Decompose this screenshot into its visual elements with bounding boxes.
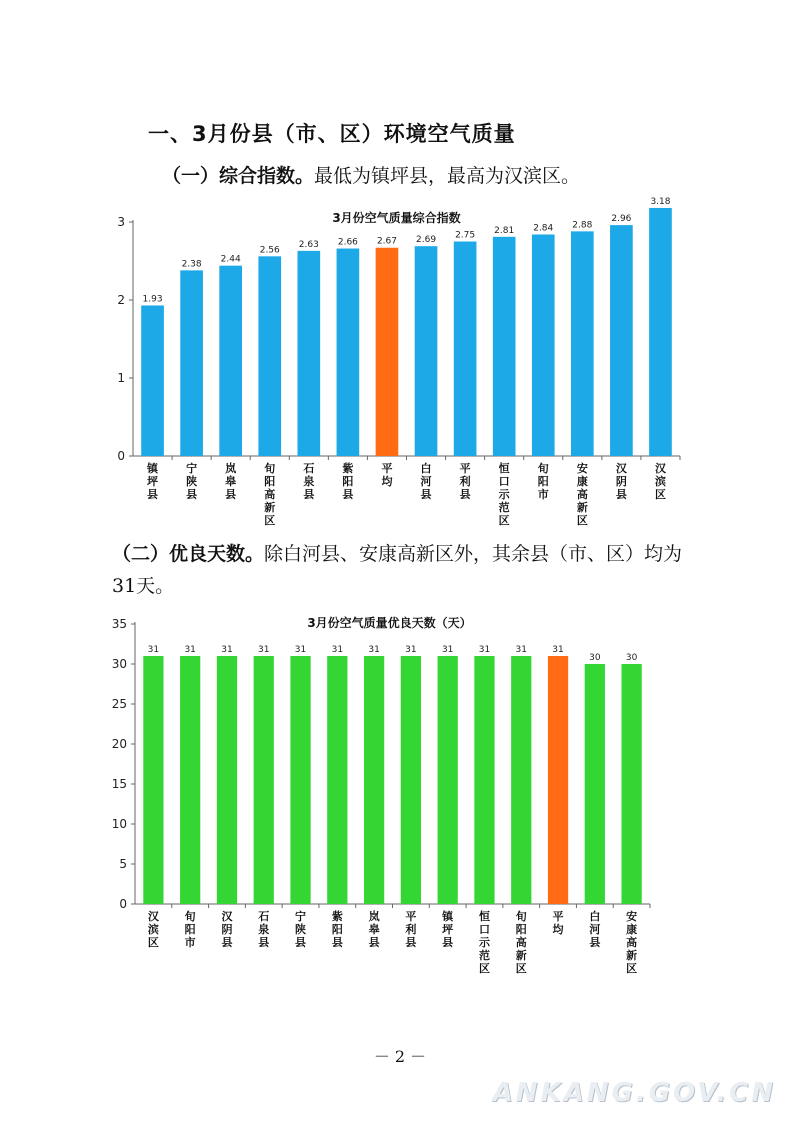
x-tick-label: 紫阳县 (331, 910, 343, 949)
x-tick-label: 平均 (552, 910, 564, 936)
bar (327, 656, 347, 904)
y-tick-label: 1 (117, 371, 125, 385)
x-tick-label: 石泉县 (303, 462, 315, 501)
bar-value-label: 2.67 (376, 236, 397, 247)
bar-value-label: 2.69 (416, 235, 437, 246)
bar-value-label: 31 (258, 645, 270, 655)
bar-value-label: 31 (294, 645, 307, 655)
bar-value-label: 31 (331, 645, 344, 655)
x-tick-label: 安康高新区 (576, 462, 588, 527)
bar-value-label: 31 (221, 645, 233, 655)
chart-title: 3月份空气质量综合指数 (332, 211, 461, 225)
x-tick-label: 汉阴县 (615, 462, 627, 501)
bar (254, 656, 274, 904)
bar-value-label: 31 (552, 645, 564, 655)
y-tick-label: 30 (111, 657, 127, 671)
y-tick-label: 5 (119, 857, 127, 871)
x-tick-label: 宁陕县 (186, 462, 198, 501)
bar-value-label: 31 (184, 645, 196, 655)
bar-value-label: 31 (405, 645, 417, 655)
x-tick-label: 岚皋县 (225, 462, 237, 501)
x-tick-label: 宁陕县 (295, 910, 307, 949)
x-tick-label: 平利县 (405, 910, 417, 949)
x-tick-label: 旬阳市 (184, 910, 196, 949)
bar-value-label: 2.63 (298, 239, 319, 250)
bar (143, 656, 163, 904)
bar-value-label: 2.75 (455, 230, 476, 241)
x-tick-label: 岚皋县 (368, 910, 380, 949)
bar-value-label: 31 (368, 645, 380, 655)
x-tick-label: 恒口示范区 (478, 910, 490, 975)
bar-value-label: 31 (478, 645, 491, 655)
site-watermark: ANKANG.GOV.CN (492, 1078, 776, 1108)
bar (401, 656, 421, 904)
bar-value-label: 2.44 (220, 254, 241, 265)
paragraph-text: 除白河县、安康高新区外，其余县（市、区）均为 31天。 (112, 543, 683, 597)
bar (290, 656, 310, 904)
bar-value-label: 2.84 (533, 223, 554, 234)
x-tick-label: 汉滨区 (654, 462, 666, 501)
bar-value-label: 30 (625, 653, 638, 663)
bar-value-label: 31 (515, 645, 527, 655)
bar (438, 656, 458, 904)
bar (585, 664, 605, 904)
x-tick-label: 旬阳高新区 (264, 462, 276, 527)
bar (548, 656, 568, 904)
bar (621, 664, 641, 904)
x-tick-label: 平利县 (459, 462, 471, 501)
y-tick-label: 35 (111, 617, 127, 631)
x-tick-label: 汉滨区 (147, 910, 159, 949)
x-tick-label: 白河县 (589, 910, 601, 949)
y-tick-label: 3 (117, 215, 125, 229)
bar-value-label: 2.81 (494, 225, 515, 236)
bar (474, 656, 494, 904)
x-tick-label: 安康高新区 (626, 910, 638, 975)
x-tick-label: 旬阳市 (537, 462, 549, 501)
y-tick-label: 0 (119, 897, 127, 911)
x-tick-label: 汉阴县 (221, 910, 233, 949)
bar (511, 656, 531, 904)
bar-value-label: 1.93 (142, 294, 163, 305)
y-tick-label: 15 (111, 777, 127, 791)
bar-value-label: 2.88 (572, 220, 593, 231)
section-heading: 一、3月份县（市、区）环境空气质量 (148, 122, 516, 146)
bar-value-label: 31 (147, 645, 160, 655)
x-tick-label: 恒口示范区 (498, 462, 510, 527)
x-tick-label: 石泉县 (258, 910, 270, 949)
paragraph-label: （一）综合指数。 (162, 165, 315, 187)
y-tick-label: 2 (117, 293, 125, 307)
bar (364, 656, 384, 904)
x-tick-label: 旬阳高新区 (515, 910, 527, 975)
bar-value-label: 31 (441, 645, 454, 655)
paragraph-text: 最低为镇坪县，最高为汉滨区。 (314, 165, 581, 187)
x-tick-label: 镇坪县 (147, 462, 159, 501)
x-tick-label: 镇坪县 (442, 910, 454, 949)
bar-value-label: 2.66 (337, 237, 358, 248)
y-tick-label: 20 (111, 737, 127, 751)
bar (180, 656, 200, 904)
bar-value-label: 2.96 (611, 214, 632, 225)
bar-value-label: 3.18 (650, 196, 671, 207)
y-tick-label: 10 (111, 817, 127, 831)
page-number: － 2 － (373, 1047, 427, 1066)
x-tick-label: 白河县 (420, 462, 432, 501)
y-tick-label: 25 (111, 697, 127, 711)
x-tick-label: 平均 (381, 462, 393, 488)
x-tick-label: 紫阳县 (342, 462, 354, 501)
paragraph-label: （二）优良天数。 (112, 543, 265, 565)
y-tick-label: 0 (117, 449, 125, 463)
bar (217, 656, 237, 904)
bar-value-label: 2.56 (259, 245, 280, 256)
bar-value-label: 30 (589, 653, 601, 663)
bar-value-label: 2.38 (181, 259, 202, 270)
chart-title: 3月份空气质量优良天数（天） (307, 616, 472, 630)
